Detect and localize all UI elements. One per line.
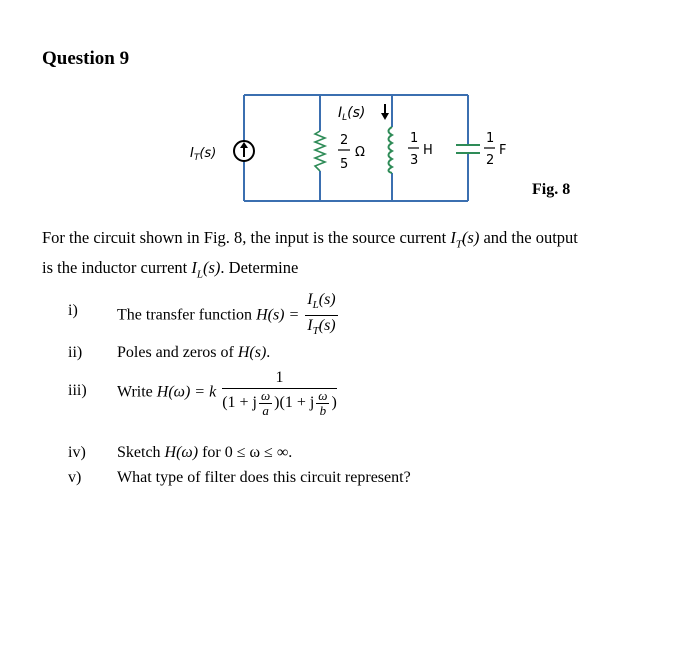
inductor-unit: H xyxy=(423,143,433,158)
bode-numerator: 1 xyxy=(222,368,337,389)
frac-num-sub: L xyxy=(312,299,319,312)
capacitor xyxy=(456,145,480,153)
capacitor-num: 1 xyxy=(486,131,495,146)
intro-line2-a: is the inductor current xyxy=(42,258,192,278)
inductor-den: 3 xyxy=(410,153,419,168)
intro-paragraph xyxy=(42,226,662,287)
item-4-number: iv) xyxy=(68,444,86,461)
inductor xyxy=(389,127,393,173)
omega-over-b: $\frac{\omega}{b}$ xyxy=(318,388,328,418)
input-arg: (s) xyxy=(461,228,480,247)
item-3-expr: H(ω) = k xyxy=(156,383,217,401)
intro-line1-a: For the circuit shown in Fig. 8, the input is the source current xyxy=(42,228,451,247)
item-5-text: What type of filter does this circuit represent? xyxy=(117,469,411,486)
input-sub: T xyxy=(455,238,462,251)
resistor-num: 2 xyxy=(340,133,349,148)
figure-label: Fig. 8 xyxy=(532,181,571,198)
item-1-text xyxy=(117,290,340,341)
current-arrow-icon xyxy=(381,104,389,120)
item-2-tail: . xyxy=(266,344,271,361)
item-1-expr: H(s) = xyxy=(256,306,300,324)
output-arg: (s) xyxy=(203,258,221,278)
bode-form-fraction xyxy=(222,368,337,418)
intro-line2-b: . Determine xyxy=(220,258,299,278)
item-3-number: iii) xyxy=(68,382,87,399)
item-4-text xyxy=(117,444,292,462)
item-1-label: The transfer function xyxy=(117,306,257,324)
input-symbol: I xyxy=(450,228,456,247)
circuit-diagram xyxy=(0,0,700,210)
item-3-text xyxy=(117,368,339,418)
item-2-number: ii) xyxy=(68,344,83,361)
intro-line1-b: and the output xyxy=(479,228,578,247)
den-part-b: )(1 + j xyxy=(274,394,315,412)
item-4-tail: for 0 ≤ ω ≤ ∞. xyxy=(198,444,293,461)
item-2-label: Poles and zeros of xyxy=(117,344,238,361)
frac-den-symbol: I xyxy=(307,317,313,335)
resistor xyxy=(315,131,325,171)
den-part-a: (1 + j xyxy=(222,394,257,412)
den-part-c: ) xyxy=(331,394,337,412)
item-1-number: i) xyxy=(68,302,78,319)
frac-num-symbol: I xyxy=(307,291,313,308)
capacitor-den: 2 xyxy=(486,153,495,168)
item-2-expr: H(s) xyxy=(237,344,267,361)
inductor-num: 1 xyxy=(410,131,419,146)
frac-den-sub: T xyxy=(312,325,319,338)
output-sub: L xyxy=(196,268,203,281)
item-3-label: Write xyxy=(117,383,157,401)
frac-den-arg: (s) xyxy=(318,317,336,335)
resistor-unit: Ω xyxy=(355,145,365,160)
item-2-text xyxy=(117,344,270,362)
omega-over-a: $\frac{\omega}{a}$ xyxy=(260,388,271,418)
item-5-number: v) xyxy=(68,469,82,486)
current-source xyxy=(234,141,254,161)
transfer-function-fraction xyxy=(305,290,337,341)
frac-num-arg: (s) xyxy=(318,291,336,308)
current-label: $I_L(s)$ xyxy=(338,105,366,123)
resistor-den: 5 xyxy=(340,157,349,172)
item-4-label: Sketch xyxy=(117,444,165,461)
source-label: $I_T(s)$ xyxy=(190,146,217,163)
item-4-expr: H(ω) xyxy=(164,444,199,461)
question-title: Question 9 xyxy=(42,48,130,69)
capacitor-unit: F xyxy=(499,143,507,158)
output-symbol: I xyxy=(191,258,197,278)
